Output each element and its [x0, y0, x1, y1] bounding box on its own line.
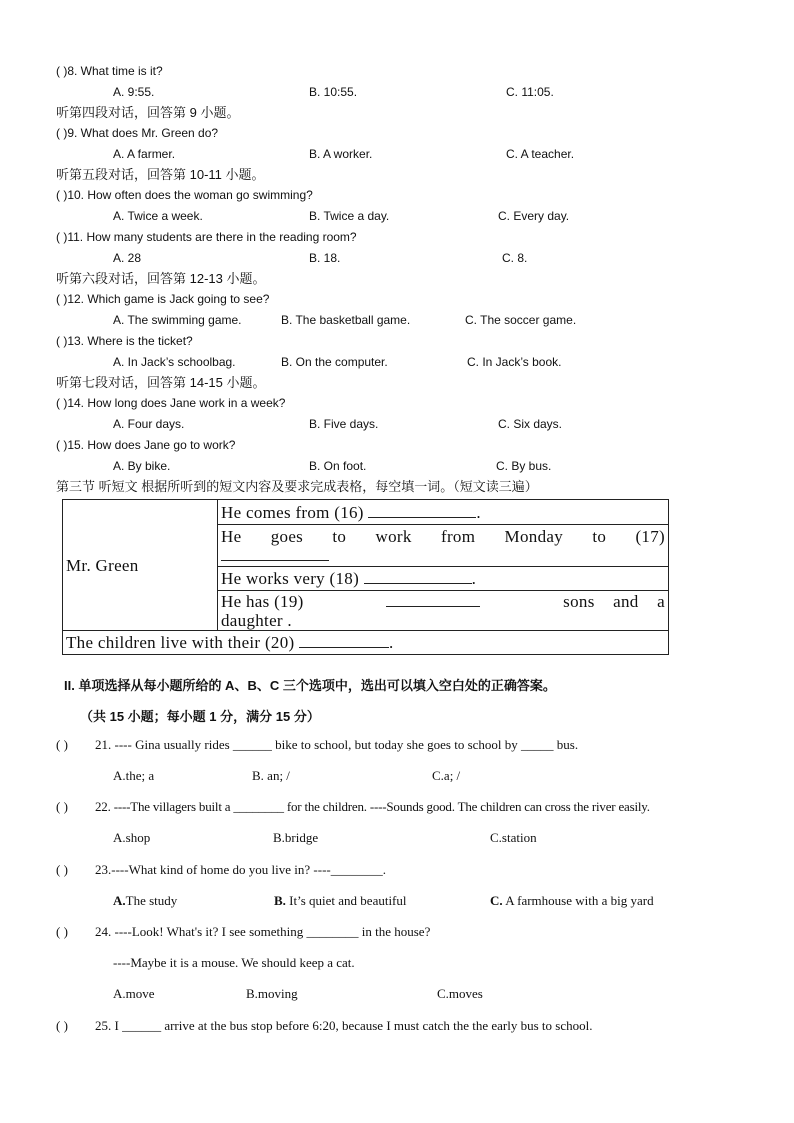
- q21-paren[interactable]: ( ): [56, 737, 68, 752]
- row-20-text: The children live with their (20): [66, 633, 300, 652]
- dialog-5-header: 听第五段对话，回答第 10-11 小题。: [56, 167, 265, 182]
- q22-option-c: C.station: [490, 830, 537, 845]
- question-13-stem: ( )13. Where is the ticket?: [56, 334, 193, 348]
- blank-16[interactable]: [368, 504, 476, 518]
- q23-option-a-text: The study: [125, 893, 178, 908]
- q8-option-b: B. 10:55.: [309, 85, 358, 99]
- q14-option-b: B. Five days.: [309, 417, 379, 431]
- table-name-cell: [63, 500, 218, 631]
- q9-option-b: B. A worker.: [309, 147, 373, 161]
- dialog-6-header: 听第六段对话，回答第 12-13 小题。: [56, 271, 266, 286]
- q12-option-a: A. The swimming game.: [113, 313, 242, 327]
- q12-option-c: C. The soccer game.: [465, 313, 577, 327]
- q9-option-c: C. A teacher.: [506, 147, 575, 161]
- q21-stem: 21. ---- Gina usually rides ______ bike to school, but today she goes to school by _____ bus.: [95, 737, 579, 752]
- q23-option-b-text: It’s quiet and beautiful: [289, 893, 407, 908]
- q22-paren[interactable]: ( ): [56, 799, 68, 814]
- q14-option-c: C. Six days.: [498, 417, 563, 431]
- q21-option-c: C.a; /: [432, 768, 461, 783]
- q13-option-b: B. On the computer.: [281, 355, 388, 369]
- q12-option-b: B. The basketball game.: [281, 313, 411, 327]
- table-row-19: [218, 591, 669, 631]
- row-18-text: He works very (18): [221, 569, 364, 588]
- question-9-stem: ( )9. What does Mr. Green do?: [56, 126, 219, 140]
- part-2-scoring: （共 15 小题；每小题 1 分，满分 15 分）: [80, 709, 320, 724]
- q25-paren[interactable]: ( ): [56, 1018, 68, 1033]
- q23-option-b: [274, 893, 407, 908]
- q21-option-a: A.the; a: [113, 768, 155, 783]
- q23-paren[interactable]: ( ): [56, 862, 68, 877]
- table-row-18: He works very (18) .: [218, 567, 669, 591]
- row-19-text-end: sons and a: [563, 591, 665, 611]
- q24-option-b: B.moving: [246, 986, 298, 1001]
- question-14-stem: ( )14. How long does Jane work in a week?: [56, 396, 286, 410]
- q11-option-c: C. 8.: [502, 251, 528, 265]
- q9-option-a: A. A farmer.: [113, 147, 176, 161]
- q8-option-c: C. 11:05.: [506, 85, 554, 99]
- q24-stem: 24. ----Look! What's it? I see something ________ in the house?: [95, 924, 431, 939]
- q22-stem: 22. ----The villagers built a ________ for the children. ----Sounds good. The children can cross the river easily.: [95, 799, 650, 814]
- question-10-stem: ( )10. How often does the woman go swimming?: [56, 188, 313, 202]
- row-16-text: He comes from (16): [221, 502, 369, 522]
- row-19-text-continued: daughter .: [221, 610, 292, 630]
- q15-option-a: A. By bike.: [113, 459, 171, 473]
- q23-option-a: [113, 893, 177, 908]
- q23-stem: 23.----What kind of home do you live in? ----________.: [95, 862, 386, 877]
- q13-option-c: C. In Jack’s book.: [467, 355, 562, 369]
- q24-option-a: A.move: [113, 986, 155, 1001]
- q13-option-a: A. In Jack’s schoolbag.: [113, 355, 236, 369]
- table-row-16: He comes from (16) .: [218, 500, 669, 525]
- dialog-4-header: 听第四段对话，回答第 9 小题。: [56, 105, 240, 120]
- q24-option-c: C.moves: [437, 986, 483, 1001]
- q25-stem: 25. I ______ arrive at the bus stop before 6:20, because I must catch the the early bus to school.: [95, 1018, 593, 1033]
- q11-option-b: B. 18.: [309, 251, 341, 265]
- q23-option-c-letter: C.: [490, 893, 503, 908]
- q22-option-a: A.shop: [113, 830, 151, 845]
- q11-option-a: A. 28: [113, 251, 142, 265]
- q24-paren[interactable]: ( ): [56, 924, 68, 939]
- q23-option-a-letter: A.: [113, 893, 126, 908]
- q22-option-b: B.bridge: [273, 830, 319, 845]
- dialog-7-header: 听第七段对话，回答第 14-15 小题。: [56, 375, 266, 390]
- blank-20[interactable]: [299, 634, 389, 648]
- row-17-text: He goes to work from Monday to (17): [221, 526, 665, 546]
- q15-option-c: C. By bus.: [496, 459, 552, 473]
- q15-option-b: B. On foot.: [309, 459, 367, 473]
- table-row-17: [218, 525, 669, 567]
- q10-option-a: A. Twice a week.: [113, 209, 203, 223]
- table-name: Mr. Green: [66, 555, 139, 575]
- question-15-stem: ( )15. How does Jane go to work?: [56, 438, 236, 452]
- part-2-title: II. 单项选择从每小题所给的 A、B、C 三个选项中，选出可以填入空白处的正确答案。: [64, 678, 556, 693]
- q24-stem-line-2: ----Maybe it is a mouse. We should keep a cat.: [113, 955, 355, 970]
- question-11-stem: ( )11. How many students are there in the reading room?: [56, 230, 357, 244]
- q23-option-b-letter: B.: [274, 893, 286, 908]
- question-8-stem: ( )8. What time is it?: [56, 64, 163, 78]
- blank-19[interactable]: [386, 593, 480, 607]
- question-12-stem: ( )12. Which game is Jack going to see?: [56, 292, 270, 306]
- q21-option-b: B. an; /: [252, 768, 290, 783]
- table-row-20: The children live with their (20) .: [63, 631, 669, 655]
- blank-18[interactable]: [364, 570, 472, 584]
- listening-fill-table: [62, 499, 669, 655]
- blank-17[interactable]: [221, 547, 329, 561]
- q14-option-a: A. Four days.: [113, 417, 185, 431]
- row-19-text: He has (19): [221, 591, 304, 611]
- section-3-instructions: 第三节 听短文 根据所听到的短文内容及要求完成表格，每空填一词。（短文读三遍）: [56, 479, 538, 494]
- q8-option-a: A. 9:55.: [113, 85, 155, 99]
- q23-option-c: [490, 893, 654, 908]
- q10-option-c: C. Every day.: [498, 209, 570, 223]
- q23-option-c-text: A farmhouse with a big yard: [505, 893, 654, 908]
- q10-option-b: B. Twice a day.: [309, 209, 390, 223]
